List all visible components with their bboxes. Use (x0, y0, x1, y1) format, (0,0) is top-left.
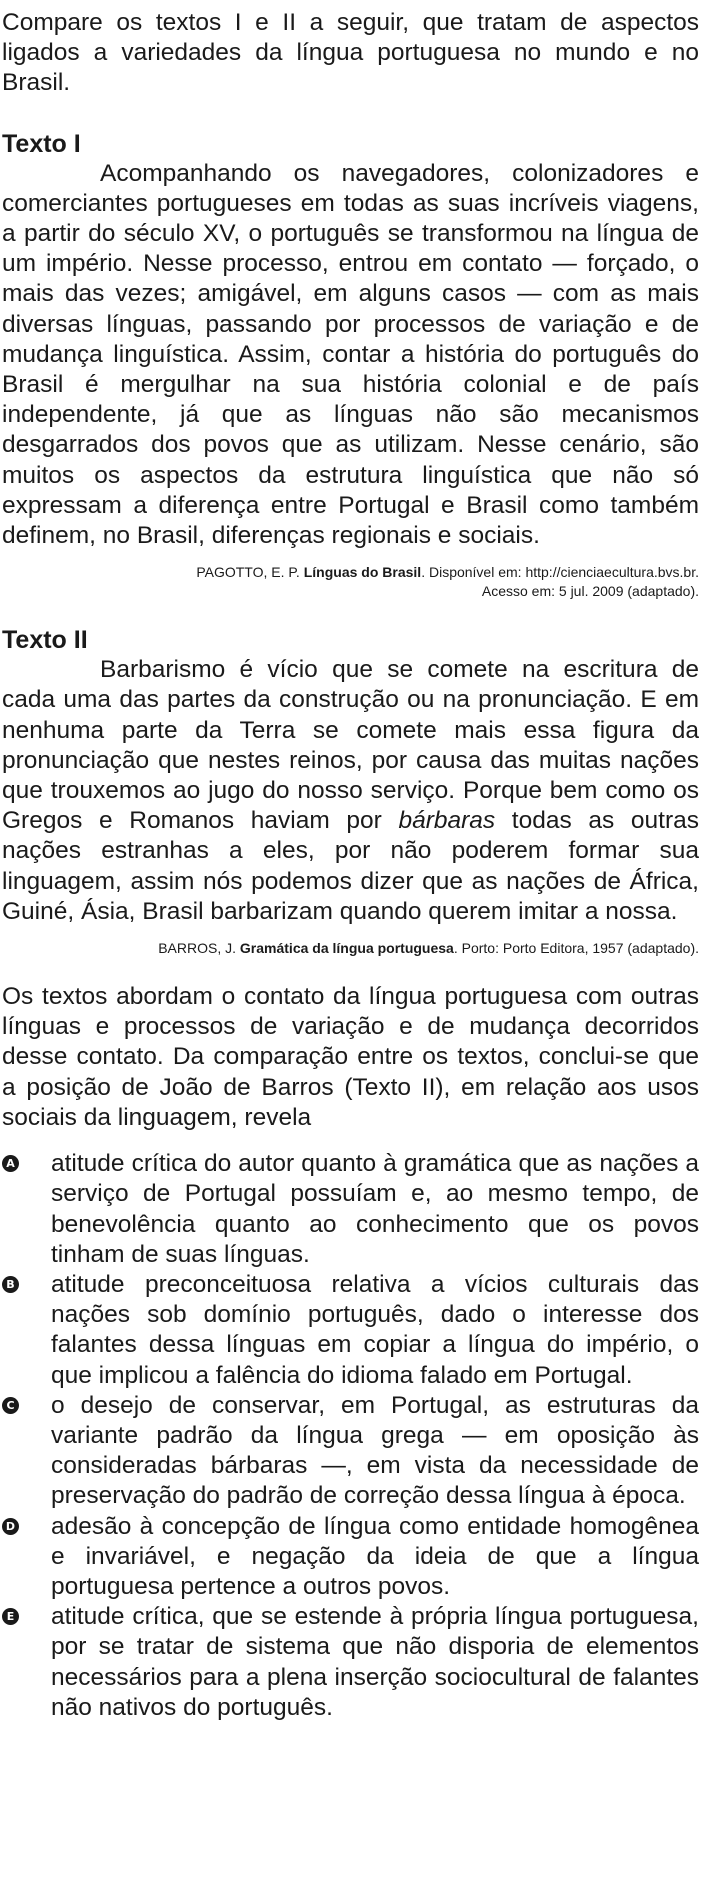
option-e[interactable] (2, 1602, 699, 1723)
intro-text: Compare os textos I e II a seguir, que tratam de aspectos ligados a variedades da língua portuguesa no mundo e no Brasil. (2, 9, 699, 97)
option-b-text: atitude preconceituosa relativa a vícios culturais das nações sob domínio português, dado o interesse dos falantes dessa línguas em copiar a língua do império, o que implicou a falência do idioma falado em Portugal. (51, 1270, 699, 1389)
question-stem: Os textos abordam o contato da língua portuguesa com outras línguas e processos de variação e de mudança decorridos desse contato. Da comparação entre os textos, conclui-se que a posição de João de Barros (Texto II), em relação aos usos sociais da linguagem, revela (2, 983, 699, 1131)
texto-1-source (2, 563, 699, 601)
texto-1-source-line-1 (2, 563, 699, 582)
texto-2-body-part-1: Barbarismo é vício que se comete na escritura de cada uma das partes da construção ou na pronunciação. E em nenhuma parte da Terra se comete mais essa figura da pronunciação que nestes reinos, por causa das muitas nações que trouxemos ao jugo do nosso serviço. Porque bem como os Gregos e Romanos haviam por (2, 656, 699, 835)
option-e-letter-badge[interactable]: E (2, 1608, 19, 1625)
option-e-text: atitude crítica, que se estende à própria língua portuguesa, por se tratar de sistema que não disporia de elementos necessários para a plena inserção sociocultural de falantes não nativos do português. (51, 1603, 699, 1721)
texto-2-body-emphasis: bárbaras (398, 807, 496, 835)
option-c-text: o desejo de conservar, em Portugal, as estruturas da variante padrão da língua grega — em oposição às consideradas bárbaras —, em vista da necessidade de preservação do padrão de correção dessa língua à época. (51, 1391, 699, 1510)
texto-2-source-line-1 (2, 939, 699, 958)
option-d-text: adesão à concepção de língua como entidade homogênea e invariável, e negação da ideia de que a língua portuguesa pertence a outros povos. (51, 1512, 699, 1600)
texto-2-source-rest: . Porto: Porto Editora, 1957 (adaptado). (453, 940, 699, 957)
texto-2 (2, 625, 699, 958)
option-a-letter-badge[interactable]: A (2, 1155, 19, 1172)
texto-1 (2, 129, 699, 602)
option-a[interactable] (2, 1149, 699, 1270)
answer-options (2, 1149, 699, 1723)
texto-2-source (2, 939, 699, 958)
texto-1-body: Acompanhando os navegadores, colonizadores e comerciantes portugueses em todas as suas incríveis viagens, a partir do século XV, o português se transformou na língua de um império. Nesse processo, entrou em contato — forçado, o mais das vezes; amigável, em alguns casos — com as mais diversas línguas, passando por processos de variação e de mudança linguística. Assim, contar a história do português do Brasil é mergulhar na sua história colonial e de país independente, já que as línguas não são mecanismos desgarrados dos povos que as utilizam. Nesse cenário, são muitos os aspectos da estrutura linguística que não só expressam a diferença entre Portugal e Brasil como também definem, no Brasil, diferenças regionais e sociais. (2, 159, 699, 550)
texto-1-source-title: Línguas do Brasil (303, 564, 422, 581)
option-d-letter-badge[interactable]: D (2, 1518, 19, 1535)
texto-2-source-title: Gramática da língua portuguesa (239, 940, 454, 957)
spacer (2, 99, 699, 129)
option-b[interactable] (2, 1270, 699, 1391)
texto-1-heading: Texto I (2, 129, 81, 158)
option-d[interactable] (2, 1512, 699, 1603)
texto-2-body-part-2: todas as outras nações estranhas a eles, por não poderem formar sua linguagem, assim nós podemos dizer que as nações de África, Guiné, Ásia, Brasil barbarizam quando querem imitar a nossa. (2, 807, 699, 925)
texto-1-source-author: PAGOTTO, E. P. (196, 564, 304, 581)
texto-2-source-author: BARROS, J. (158, 940, 240, 957)
option-a-text: atitude crítica do autor quanto à gramática que as nações a serviço de Portugal possuíam e, ao mesmo tempo, de benevolência quanto ao conhecimento que os povos tinham de suas línguas. (51, 1150, 699, 1268)
texto-2-heading: Texto II (2, 626, 88, 655)
option-b-letter-badge[interactable]: B (2, 1276, 19, 1293)
texto-1-source-rest: . Disponível em: http://cienciaecultura.bvs.br. (421, 564, 699, 581)
texto-2-body (2, 655, 699, 927)
option-c[interactable] (2, 1391, 699, 1512)
texto-1-source-line-2: Acesso em: 5 jul. 2009 (adaptado). (481, 583, 699, 600)
option-c-letter-badge[interactable]: C (2, 1397, 19, 1414)
